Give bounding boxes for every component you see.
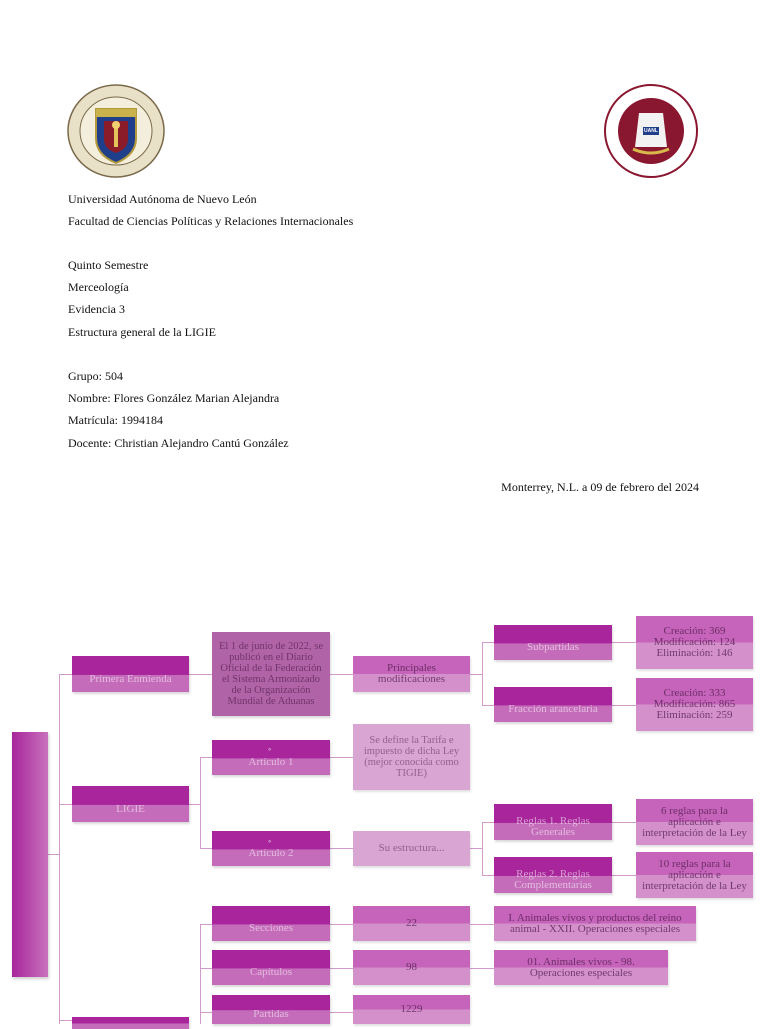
- node-publicacion: [212, 632, 330, 716]
- node-articulo-1-dot: ◦: [268, 744, 272, 754]
- group: Grupo: 504: [68, 369, 123, 383]
- node-estructura-label: Su estructura...: [378, 842, 445, 854]
- node-reglas-generales-desc: [636, 799, 753, 845]
- node-secciones-range: [494, 906, 696, 941]
- node-primera-enmienda: [72, 656, 189, 692]
- teacher: Docente: Christian Alejandro Cantú González: [68, 436, 289, 450]
- node-tarifa-label: Se define la Tarifa e impuesto de dicha Ley (mejor conocida como TIGIE): [363, 735, 460, 779]
- place-date: Monterrey, N.L. a 09 de febrero del 2024: [501, 480, 699, 494]
- node-reglas-generales-desc-label: 6 reglas para la aplicación e interpretación de la Ley: [642, 804, 747, 839]
- node-ligie: [72, 786, 189, 822]
- semester: Quinto Semestre: [68, 258, 149, 272]
- node-reglas-complementarias-desc-label: 10 reglas para la aplicación e interpretación de la Ley: [642, 857, 747, 892]
- node-primera-enmienda-label: Primera Enmienda: [89, 672, 172, 685]
- node-estructura: [353, 831, 470, 866]
- node-fraccion-stats-label: Creación: 333 Modificación: 865 Eliminación: 259: [653, 687, 736, 721]
- node-third: [72, 1017, 189, 1029]
- node-partidas-count: [353, 995, 470, 1024]
- node-capitulos-range-label: 01. Animales vivos - 98. Operaciones especiales: [527, 955, 635, 979]
- student-name: Nombre: Flores González Marian Alejandra: [68, 391, 280, 405]
- node-publicacion-label: El 1 de junio de 2022, se publicó en el Diario Oficial de la Federación el Sistema Armonizado de la Organización Mundial de Aduanas: [218, 641, 324, 707]
- node-articulo-2-dot: ◦: [268, 836, 272, 846]
- node-modificaciones: [353, 656, 470, 692]
- node-secciones: [212, 906, 330, 941]
- evidence: Evidencia 3: [68, 302, 125, 316]
- uanl-seal: [66, 83, 166, 179]
- node-ligie-label: LIGIE: [116, 802, 145, 815]
- node-partidas: [212, 995, 330, 1024]
- node-subpartidas-label: Subpartidas: [527, 641, 579, 653]
- node-reglas-complementarias: [494, 857, 612, 893]
- student-id: Matrícula: 1994184: [68, 413, 163, 427]
- node-articulo-2-label: Artículo 2: [248, 847, 294, 859]
- diagram-root-box: [12, 732, 48, 977]
- node-fraccion-label: Fracción arancelaria: [508, 703, 598, 715]
- node-secciones-label: Secciones: [249, 922, 293, 934]
- node-capitulos-count-label: 98: [406, 961, 417, 973]
- node-capitulos-range: [494, 950, 668, 985]
- node-reglas-generales-label: Reglas 1. Reglas Generales: [516, 815, 590, 838]
- node-secciones-range-label: I. Animales vivos y productos del reino animal - XXII. Operaciones especiales: [508, 911, 682, 935]
- node-fraccion: [494, 687, 612, 722]
- node-subpartidas: [494, 625, 612, 660]
- university-name: Universidad Autónoma de Nuevo León: [68, 192, 257, 206]
- node-secciones-count-label: 22: [406, 917, 417, 929]
- node-subpartidas-stats-label: Creación: 369 Modificación: 124 Eliminación: 146: [653, 625, 736, 659]
- uanl-badge: UANL: [644, 128, 658, 134]
- node-reglas-complementarias-label: Reglas 2. Reglas Complementarias: [514, 868, 592, 891]
- topic: Estructura general de la LIGIE: [68, 325, 216, 339]
- node-capitulos-count: [353, 950, 470, 985]
- node-modificaciones-label: Principales modificaciones: [377, 662, 446, 685]
- node-partidas-label: Partidas: [253, 1008, 289, 1020]
- node-partidas-count-label: 1229: [400, 1003, 423, 1015]
- node-articulo-1-label: Artículo 1: [248, 756, 294, 768]
- subject: Merceología: [68, 280, 129, 294]
- faculty-name: Facultad de Ciencias Políticas y Relaciones Internacionales: [68, 214, 354, 228]
- node-capitulos-label: Capítulos: [249, 966, 293, 978]
- fcpyri-seal: [603, 83, 699, 179]
- node-reglas-complementarias-desc: [636, 852, 753, 898]
- node-subpartidas-stats: [636, 616, 753, 669]
- node-fraccion-stats: [636, 678, 753, 731]
- node-secciones-count: [353, 906, 470, 941]
- node-reglas-generales: [494, 804, 612, 840]
- node-tarifa: [353, 724, 470, 790]
- node-capitulos: [212, 950, 330, 985]
